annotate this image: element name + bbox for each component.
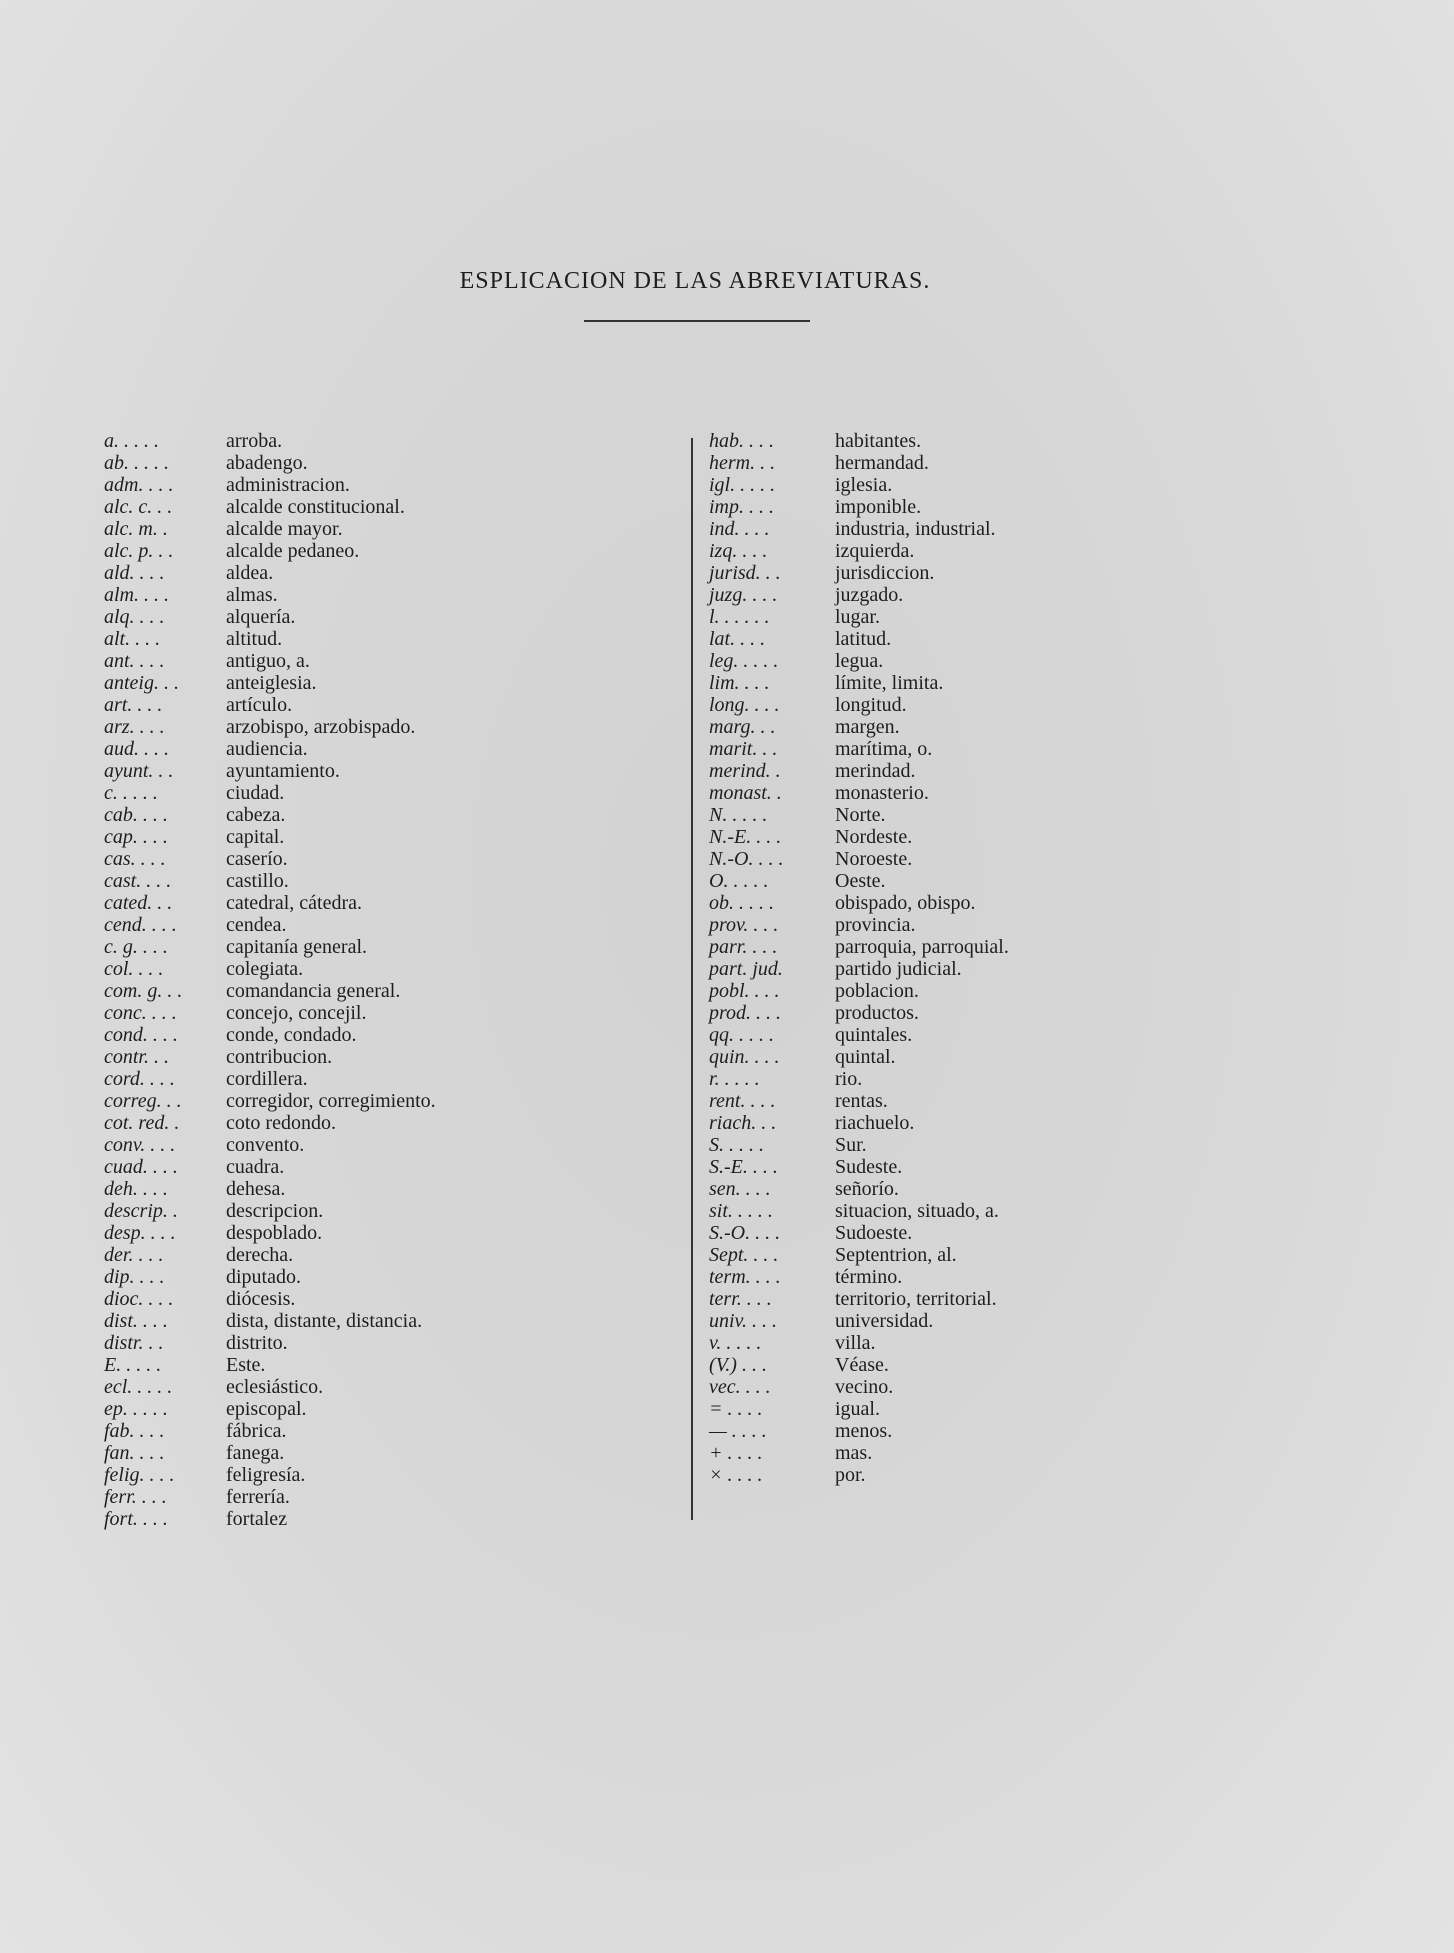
abbreviation-entry xyxy=(709,672,1409,694)
abbreviation-meaning: iglesia. xyxy=(835,474,893,496)
abbreviation-entry xyxy=(709,1002,1409,1024)
abbreviation-entry xyxy=(709,496,1409,518)
abbreviation: S.-O. . . . xyxy=(709,1222,781,1244)
abbreviation-entry xyxy=(709,1178,1409,1200)
abbreviation-meaning: convento. xyxy=(226,1134,305,1156)
abbreviation-meaning: abadengo. xyxy=(226,452,308,474)
abbreviation-meaning: alquería. xyxy=(226,606,296,628)
abbreviation-entry xyxy=(104,936,694,958)
abbreviation-entry xyxy=(709,1288,1409,1310)
abbreviation: cond. . . . xyxy=(104,1024,178,1046)
abbreviation-column-right xyxy=(709,430,1409,1486)
abbreviation-entry xyxy=(104,474,694,496)
abbreviation-entry xyxy=(709,914,1409,936)
abbreviation: alc. m. . xyxy=(104,518,168,540)
abbreviation-meaning: fortalez xyxy=(226,1508,288,1530)
abbreviation-meaning: feligresía. xyxy=(226,1464,306,1486)
abbreviation: × . . . . xyxy=(709,1464,763,1486)
abbreviation: part. jud. xyxy=(709,958,783,980)
abbreviation-meaning: partido judicial. xyxy=(835,958,962,980)
abbreviation-entry xyxy=(104,1024,694,1046)
abbreviation-meaning: lugar. xyxy=(835,606,880,628)
abbreviation: riach. . . xyxy=(709,1112,777,1134)
abbreviation: fab. . . . xyxy=(104,1420,165,1442)
abbreviation-entry xyxy=(709,430,1409,452)
abbreviation: cord. . . . xyxy=(104,1068,175,1090)
abbreviation-meaning: episcopal. xyxy=(226,1398,307,1420)
abbreviation-meaning: provincia. xyxy=(835,914,916,936)
abbreviation-entry xyxy=(709,1068,1409,1090)
abbreviation-entry xyxy=(104,760,694,782)
abbreviation-meaning: rio. xyxy=(835,1068,863,1090)
abbreviation-meaning: cuadra. xyxy=(226,1156,285,1178)
abbreviation-meaning: Sudeste. xyxy=(835,1156,903,1178)
abbreviation: jurisd. . . xyxy=(709,562,781,584)
abbreviation-entry xyxy=(104,892,694,914)
abbreviation-meaning: almas. xyxy=(226,584,278,606)
abbreviation-entry xyxy=(709,562,1409,584)
abbreviation-entry xyxy=(709,804,1409,826)
abbreviation-meaning: capitanía general. xyxy=(226,936,368,958)
abbreviation-entry xyxy=(709,716,1409,738)
abbreviation: long. . . . xyxy=(709,694,780,716)
abbreviation: ob. . . . . xyxy=(709,892,774,914)
abbreviation: lim. . . . xyxy=(709,672,770,694)
abbreviation-meaning: legua. xyxy=(835,650,884,672)
abbreviation-entry xyxy=(104,1310,694,1332)
abbreviation-meaning: habitantes. xyxy=(835,430,922,452)
abbreviation: ayunt. . . xyxy=(104,760,174,782)
page-title: ESPLICACION DE LAS ABREVIATURAS. xyxy=(459,268,931,294)
abbreviation: l. . . . . . xyxy=(709,606,770,628)
abbreviation-entry xyxy=(709,1024,1409,1046)
abbreviation-meaning: poblacion. xyxy=(835,980,919,1002)
abbreviation-entry xyxy=(709,1310,1409,1332)
abbreviation-entry xyxy=(104,1002,694,1024)
abbreviation-entry xyxy=(104,694,694,716)
abbreviation: O. . . . . xyxy=(709,870,769,892)
abbreviation: alc. p. . . xyxy=(104,540,174,562)
abbreviation: marg. . . xyxy=(709,716,776,738)
abbreviation-entry xyxy=(104,584,694,606)
abbreviation: igl. . . . . xyxy=(709,474,776,496)
abbreviation-meaning: ferrería. xyxy=(226,1486,290,1508)
abbreviation-meaning: villa. xyxy=(835,1332,876,1354)
abbreviation-meaning: ciudad. xyxy=(226,782,285,804)
abbreviation-meaning: marítima, o. xyxy=(835,738,933,760)
abbreviation: terr. . . . xyxy=(709,1288,772,1310)
abbreviation: N.-E. . . . xyxy=(709,826,782,848)
abbreviation-meaning: longitud. xyxy=(835,694,907,716)
abbreviation-meaning: obispado, obispo. xyxy=(835,892,976,914)
abbreviation-meaning: merindad. xyxy=(835,760,916,782)
abbreviation-entry xyxy=(104,1508,694,1530)
abbreviation-entry xyxy=(104,1156,694,1178)
abbreviation-meaning: eclesiástico. xyxy=(226,1376,324,1398)
abbreviation-meaning: fábrica. xyxy=(226,1420,287,1442)
abbreviation-meaning: menos. xyxy=(835,1420,893,1442)
abbreviation-meaning: catedral, cátedra. xyxy=(226,892,363,914)
abbreviation: (V.) . . . xyxy=(709,1354,767,1376)
abbreviation-entry xyxy=(709,958,1409,980)
abbreviation: fan. . . . xyxy=(104,1442,165,1464)
abbreviation: S. . . . . xyxy=(709,1134,764,1156)
abbreviation-entry xyxy=(104,1134,694,1156)
abbreviation-entry xyxy=(709,1442,1409,1464)
abbreviation: merind. . xyxy=(709,760,781,782)
abbreviation-meaning: Nordeste. xyxy=(835,826,913,848)
abbreviation-column-left xyxy=(104,430,694,1530)
abbreviation-entry xyxy=(709,518,1409,540)
abbreviation: c. g. . . . xyxy=(104,936,168,958)
abbreviation-entry xyxy=(104,1244,694,1266)
abbreviation-meaning: distrito. xyxy=(226,1332,288,1354)
abbreviation: + . . . . xyxy=(709,1442,763,1464)
abbreviation: pobl. . . . xyxy=(709,980,780,1002)
abbreviation-meaning: Oeste. xyxy=(835,870,886,892)
abbreviation: ant. . . . xyxy=(104,650,165,672)
abbreviation-meaning: hermandad. xyxy=(835,452,929,474)
abbreviation-entry xyxy=(709,474,1409,496)
abbreviation-meaning: imponible. xyxy=(835,496,922,518)
abbreviation-meaning: Sudoeste. xyxy=(835,1222,913,1244)
abbreviation: univ. . . . xyxy=(709,1310,777,1332)
abbreviation: = . . . . xyxy=(709,1398,763,1420)
abbreviation-entry xyxy=(709,936,1409,958)
abbreviation-entry xyxy=(104,1420,694,1442)
abbreviation-entry xyxy=(709,1134,1409,1156)
abbreviation: alc. c. . . xyxy=(104,496,173,518)
abbreviation-entry xyxy=(104,1354,694,1376)
abbreviation: alm. . . . xyxy=(104,584,169,606)
abbreviation-meaning: alcalde mayor. xyxy=(226,518,343,540)
abbreviation: ind. . . . xyxy=(709,518,770,540)
abbreviation-meaning: colegiata. xyxy=(226,958,304,980)
abbreviation-meaning: corregidor, corregimiento. xyxy=(226,1090,436,1112)
abbreviation-meaning: arzobispo, arzobispado. xyxy=(226,716,416,738)
abbreviation: prod. . . . xyxy=(709,1002,782,1024)
abbreviation-entry xyxy=(709,1266,1409,1288)
abbreviation: contr. . . xyxy=(104,1046,169,1068)
abbreviation-entry xyxy=(709,1376,1409,1398)
abbreviation-meaning: conde, condado. xyxy=(226,1024,357,1046)
abbreviation-entry xyxy=(104,1266,694,1288)
abbreviation-entry xyxy=(104,628,694,650)
abbreviation-meaning: juzgado. xyxy=(835,584,904,606)
abbreviation-entry xyxy=(709,1222,1409,1244)
abbreviation-meaning: audiencia. xyxy=(226,738,308,760)
abbreviation: term. . . . xyxy=(709,1266,781,1288)
abbreviation-meaning: término. xyxy=(835,1266,903,1288)
abbreviation-entry xyxy=(104,672,694,694)
abbreviation: — . . . . xyxy=(709,1420,767,1442)
abbreviation-entry xyxy=(709,1420,1409,1442)
abbreviation-meaning: igual. xyxy=(835,1398,880,1420)
abbreviation: c. . . . . xyxy=(104,782,158,804)
abbreviation-entry xyxy=(709,738,1409,760)
abbreviation: arz. . . . xyxy=(104,716,165,738)
abbreviation: cab. . . . xyxy=(104,804,168,826)
abbreviation-entry xyxy=(709,1244,1409,1266)
abbreviation: cas. . . . xyxy=(104,848,166,870)
abbreviation: cot. red. . xyxy=(104,1112,180,1134)
abbreviation-meaning: productos. xyxy=(835,1002,919,1024)
abbreviation-entry xyxy=(104,496,694,518)
abbreviation-meaning: altitud. xyxy=(226,628,283,650)
abbreviation: v. . . . . xyxy=(709,1332,762,1354)
abbreviation: rent. . . . xyxy=(709,1090,776,1112)
abbreviation: com. g. . . xyxy=(104,980,183,1002)
abbreviation: herm. . . xyxy=(709,452,776,474)
abbreviation-entry xyxy=(104,650,694,672)
abbreviation: N.-O. . . . xyxy=(709,848,784,870)
abbreviation-entry xyxy=(709,1398,1409,1420)
abbreviation-meaning: alcalde pedaneo. xyxy=(226,540,360,562)
abbreviation-meaning: arroba. xyxy=(226,430,283,452)
abbreviation: marit. . . xyxy=(709,738,778,760)
abbreviation-entry xyxy=(104,980,694,1002)
abbreviation-entry xyxy=(104,430,694,452)
abbreviation-entry xyxy=(104,914,694,936)
abbreviation-entry xyxy=(709,980,1409,1002)
abbreviation-meaning: territorio, territorial. xyxy=(835,1288,997,1310)
abbreviation: cast. . . . xyxy=(104,870,172,892)
abbreviation-entry xyxy=(709,1332,1409,1354)
abbreviation-entry xyxy=(104,716,694,738)
abbreviation: art. . . . xyxy=(104,694,163,716)
abbreviation: dioc. . . . xyxy=(104,1288,174,1310)
abbreviation: N. . . . . xyxy=(709,804,768,826)
abbreviation-entry xyxy=(709,782,1409,804)
abbreviation: aud. . . . xyxy=(104,738,169,760)
abbreviation: cated. . . xyxy=(104,892,173,914)
abbreviation-entry xyxy=(709,1046,1409,1068)
abbreviation: der. . . . xyxy=(104,1244,164,1266)
abbreviation-meaning: por. xyxy=(835,1464,866,1486)
abbreviation-entry xyxy=(709,826,1409,848)
abbreviation: vec. . . . xyxy=(709,1376,771,1398)
abbreviation-entry xyxy=(709,650,1409,672)
abbreviation-meaning: cendea. xyxy=(226,914,287,936)
abbreviation-meaning: diputado. xyxy=(226,1266,301,1288)
abbreviation-meaning: señorío. xyxy=(835,1178,899,1200)
abbreviation-entry xyxy=(104,958,694,980)
abbreviation: r. . . . . xyxy=(709,1068,760,1090)
abbreviation-meaning: quintales. xyxy=(835,1024,913,1046)
abbreviation: dist. . . . xyxy=(104,1310,168,1332)
abbreviation-entry xyxy=(709,1112,1409,1134)
abbreviation-meaning: concejo, concejil. xyxy=(226,1002,367,1024)
abbreviation: lat. . . . xyxy=(709,628,766,650)
abbreviation-entry xyxy=(104,804,694,826)
abbreviation: parr. . . . xyxy=(709,936,778,958)
abbreviation: monast. . xyxy=(709,782,782,804)
abbreviation: ab. . . . . xyxy=(104,452,169,474)
abbreviation-meaning: diócesis. xyxy=(226,1288,296,1310)
abbreviation-meaning: dista, distante, distancia. xyxy=(226,1310,423,1332)
abbreviation-entry xyxy=(104,1398,694,1420)
abbreviation-entry xyxy=(104,1464,694,1486)
abbreviation-meaning: situacion, situado, a. xyxy=(835,1200,999,1222)
abbreviation: anteig. . . xyxy=(104,672,179,694)
abbreviation-entry xyxy=(104,1222,694,1244)
abbreviation-entry xyxy=(104,452,694,474)
abbreviation-meaning: antiguo, a. xyxy=(226,650,310,672)
abbreviation: correg. . . xyxy=(104,1090,182,1112)
abbreviation-entry xyxy=(709,870,1409,892)
abbreviation: S.-E. . . . xyxy=(709,1156,778,1178)
abbreviation: conc. . . . xyxy=(104,1002,177,1024)
abbreviation: col. . . . xyxy=(104,958,164,980)
abbreviation-entry xyxy=(709,628,1409,650)
abbreviation-entry xyxy=(104,1332,694,1354)
abbreviation-meaning: jurisdiccion. xyxy=(835,562,935,584)
abbreviation-meaning: Norte. xyxy=(835,804,886,826)
abbreviation-meaning: contribucion. xyxy=(226,1046,333,1068)
abbreviation: qq. . . . . xyxy=(709,1024,774,1046)
abbreviation-entry xyxy=(104,1112,694,1134)
abbreviation-meaning: despoblado. xyxy=(226,1222,323,1244)
abbreviation: cap. . . . xyxy=(104,826,168,848)
abbreviation-entry xyxy=(104,1200,694,1222)
abbreviation: sen. . . . xyxy=(709,1178,771,1200)
abbreviation: felig. . . . xyxy=(104,1464,175,1486)
abbreviation: juzg. . . . xyxy=(709,584,778,606)
abbreviation-meaning: parroquia, parroquial. xyxy=(835,936,1009,958)
abbreviation-entry xyxy=(104,826,694,848)
abbreviation: imp. . . . xyxy=(709,496,774,518)
abbreviation: E. . . . . xyxy=(104,1354,162,1376)
abbreviation-entry xyxy=(104,1442,694,1464)
abbreviation-meaning: latitud. xyxy=(835,628,892,650)
abbreviation-meaning: mas. xyxy=(835,1442,873,1464)
abbreviation: a. . . . . xyxy=(104,430,159,452)
abbreviation-entry xyxy=(709,1090,1409,1112)
abbreviation-entry xyxy=(709,452,1409,474)
abbreviation: ald. . . . xyxy=(104,562,165,584)
abbreviation-meaning: descripcion. xyxy=(226,1200,324,1222)
abbreviation-meaning: derecha. xyxy=(226,1244,294,1266)
abbreviation: ferr. . . . xyxy=(104,1486,167,1508)
abbreviation: deh. . . . xyxy=(104,1178,168,1200)
abbreviation: quin. . . . xyxy=(709,1046,780,1068)
abbreviation-meaning: Septentrion, al. xyxy=(835,1244,957,1266)
abbreviation-meaning: universidad. xyxy=(835,1310,934,1332)
abbreviation-entry xyxy=(104,518,694,540)
abbreviation-entry xyxy=(104,1178,694,1200)
abbreviation-meaning: fanega. xyxy=(226,1442,285,1464)
abbreviation-meaning: caserío. xyxy=(226,848,288,870)
abbreviation-entry xyxy=(709,848,1409,870)
abbreviation-entry xyxy=(709,584,1409,606)
abbreviation-entry xyxy=(104,848,694,870)
abbreviation-entry xyxy=(709,540,1409,562)
title-underline xyxy=(584,320,810,322)
abbreviation-meaning: anteiglesia. xyxy=(226,672,317,694)
abbreviation-entry xyxy=(104,1090,694,1112)
abbreviation: prov. . . . xyxy=(709,914,779,936)
abbreviation-meaning: Sur. xyxy=(835,1134,867,1156)
abbreviation-entry xyxy=(709,606,1409,628)
abbreviation: leg. . . . . xyxy=(709,650,779,672)
abbreviation-meaning: alcalde constitucional. xyxy=(226,496,405,518)
abbreviation-meaning: cabeza. xyxy=(226,804,286,826)
abbreviation-meaning: industria, industrial. xyxy=(835,518,996,540)
abbreviation-meaning: Este. xyxy=(226,1354,266,1376)
abbreviation: dip. . . . xyxy=(104,1266,165,1288)
abbreviation: cend. . . . xyxy=(104,914,177,936)
abbreviation-meaning: artículo. xyxy=(226,694,293,716)
abbreviation-entry xyxy=(709,694,1409,716)
abbreviation: hab. . . . xyxy=(709,430,774,452)
abbreviation-meaning: aldea. xyxy=(226,562,274,584)
abbreviation-meaning: riachuelo. xyxy=(835,1112,915,1134)
abbreviation: distr. . . xyxy=(104,1332,164,1354)
abbreviation: fort. . . . xyxy=(104,1508,168,1530)
abbreviation-meaning: Noroeste. xyxy=(835,848,913,870)
abbreviation-meaning: límite, limita. xyxy=(835,672,944,694)
abbreviation-entry xyxy=(709,760,1409,782)
abbreviation: ep. . . . . xyxy=(104,1398,168,1420)
abbreviation-meaning: dehesa. xyxy=(226,1178,286,1200)
abbreviation-entry xyxy=(104,1376,694,1398)
abbreviation: izq. . . . xyxy=(709,540,768,562)
abbreviation-entry xyxy=(104,738,694,760)
abbreviation-meaning: castillo. xyxy=(226,870,289,892)
abbreviation-meaning: administracion. xyxy=(226,474,350,496)
abbreviation-entry xyxy=(104,870,694,892)
abbreviation-entry xyxy=(104,1486,694,1508)
abbreviation-meaning: izquierda. xyxy=(835,540,915,562)
abbreviation-meaning: rentas. xyxy=(835,1090,888,1112)
abbreviation-entry xyxy=(709,1156,1409,1178)
abbreviation-entry xyxy=(104,782,694,804)
abbreviation-entry xyxy=(709,1200,1409,1222)
abbreviation: conv. . . . xyxy=(104,1134,176,1156)
abbreviation-entry xyxy=(104,1046,694,1068)
abbreviation: desp. . . . xyxy=(104,1222,176,1244)
abbreviation: cuad. . . . xyxy=(104,1156,178,1178)
abbreviation-meaning: Véase. xyxy=(835,1354,889,1376)
abbreviation-meaning: capital. xyxy=(226,826,285,848)
abbreviation-entry xyxy=(709,1354,1409,1376)
abbreviation-meaning: coto redondo. xyxy=(226,1112,336,1134)
column-divider xyxy=(691,438,693,1520)
abbreviation: alt. . . . xyxy=(104,628,161,650)
abbreviation-meaning: margen. xyxy=(835,716,900,738)
abbreviation: adm. . . . xyxy=(104,474,174,496)
abbreviation-meaning: quintal. xyxy=(835,1046,896,1068)
abbreviation: alq. . . . xyxy=(104,606,165,628)
abbreviation-meaning: vecino. xyxy=(835,1376,894,1398)
abbreviation-meaning: monasterio. xyxy=(835,782,929,804)
abbreviation-entry xyxy=(104,562,694,584)
abbreviation-entry xyxy=(104,606,694,628)
abbreviation-entry xyxy=(709,1464,1409,1486)
abbreviation-entry xyxy=(104,1068,694,1090)
abbreviation-meaning: cordillera. xyxy=(226,1068,308,1090)
abbreviation-meaning: ayuntamiento. xyxy=(226,760,340,782)
abbreviation-meaning: comandancia general. xyxy=(226,980,401,1002)
abbreviation: Sept. . . . xyxy=(709,1244,779,1266)
abbreviation: ecl. . . . . xyxy=(104,1376,173,1398)
abbreviation: sit. . . . . xyxy=(709,1200,773,1222)
abbreviation-entry xyxy=(709,892,1409,914)
abbreviation-entry xyxy=(104,1288,694,1310)
abbreviation: descrip. . xyxy=(104,1200,178,1222)
abbreviation-entry xyxy=(104,540,694,562)
